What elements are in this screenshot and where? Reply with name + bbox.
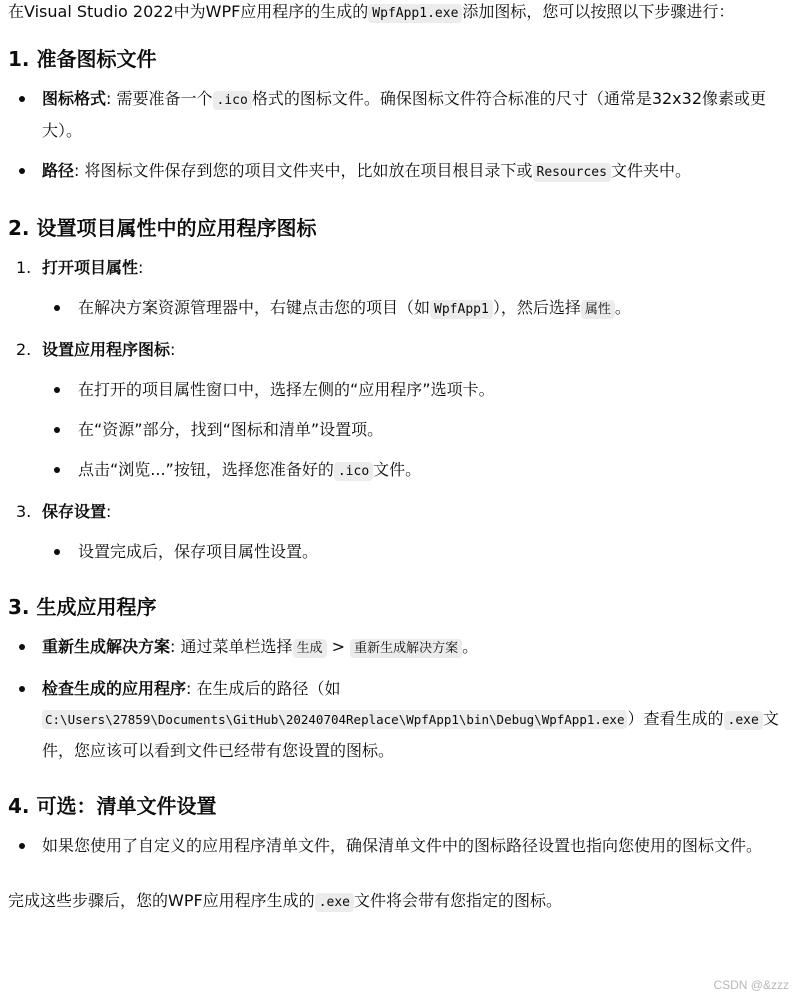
bullet-list [8,831,788,861]
inline-code: WpfApp1.exe [368,4,462,23]
bullet-list [8,632,788,766]
section-heading: 1. 准备图标文件 [8,47,157,71]
list-item [8,674,788,766]
inline-code: 生成 [293,639,327,658]
step-suffix: : [106,502,112,521]
item-text: 设置完成后，保存项目属性设置。 [78,542,319,561]
step-suffix: : [170,340,176,359]
step-label: 设置应用程序图标 [42,340,171,359]
item-text: 格式的图标文件。确保图标文件符合标准的尺寸（通常是32x32像素或更大）。 [42,89,767,140]
step-suffix: : [138,258,144,277]
list-item [8,156,788,188]
item-text: 。 [614,298,631,317]
section-heading: 4. 可选：清单文件设置 [8,794,217,818]
section-heading: 3. 生成应用程序 [8,595,157,619]
item-label: 路径 [42,161,75,180]
inline-code: WpfApp1 [430,300,493,319]
inline-code: .exe [315,893,354,912]
numbered-list [8,253,788,567]
list-item [8,831,788,861]
inline-code: .exe [724,711,763,730]
intro-text-pre: 在Visual Studio 2022中为WPF应用程序的生成的 [8,2,369,21]
item-text: 点击“浏览...”按钮，选择您准备好的 [78,460,334,479]
bullet-list [8,84,788,188]
item-text: : 需要准备一个 [106,89,213,108]
step-number: 1. [16,258,32,277]
item-text: : 将图标文件保存到您的项目文件夹中，比如放在项目根目录下或 [74,161,533,180]
list-item [8,293,788,325]
sub-list [8,293,788,325]
item-text: ）查看生成的 [627,709,724,728]
step-number: 3. [16,502,32,521]
step-label: 打开项目属性 [42,258,139,277]
inline-code: 属性 [581,300,615,319]
list-item [8,632,788,664]
item-text: 如果您使用了自定义的应用程序清单文件，确保清单文件中的图标路径设置也指向您使用的图标文件。 [42,836,763,855]
item-text: 。 [462,637,479,656]
section-heading: 2. 设置项目属性中的应用程序图标 [8,216,317,240]
inline-code: .ico [213,91,252,110]
item-text: : 在生成后的路径（如 [186,679,341,698]
item-text: ），然后选择 [492,298,581,317]
article-body [8,0,788,918]
sub-list [8,375,788,487]
item-text: 文件。 [373,460,422,479]
intro-paragraph [8,0,788,29]
closing-paragraph [8,886,788,918]
item-text: 在打开的项目属性窗口中，选择左侧的“应用程序”选项卡。 [78,380,495,399]
item-text: 在“资源”部分，找到“图标和清单”设置项。 [78,420,384,439]
inline-code: 重新生成解决方案 [350,639,462,658]
step-number: 2. [16,340,32,359]
watermark: CSDN @&zzz [713,978,789,992]
item-text: 文件夹中。 [610,161,691,180]
inline-code: .ico [334,462,373,481]
closing-text-pre: 完成这些步骤后，您的WPF应用程序生成的 [8,891,315,910]
numbered-step [8,497,788,527]
item-text: > [326,637,351,656]
inline-code-path: C:\Users\27859\Documents\GitHub\20240704Replace\WpfApp1\bin\Debug\WpfApp1.exe [42,710,627,729]
closing-text-post: 文件将会带有您指定的图标。 [354,891,563,910]
item-label: 重新生成解决方案 [42,637,171,656]
numbered-step [8,253,788,283]
item-text: 在解决方案资源管理器中，右键点击您的项目（如 [78,298,431,317]
sub-list [8,537,788,567]
list-item [8,375,788,405]
intro-text-post: 添加图标，您可以按照以下步骤进行： [462,2,735,21]
list-item [8,415,788,445]
inline-code: Resources [533,163,611,182]
item-label: 图标格式 [42,89,107,108]
numbered-step [8,335,788,365]
item-text: : 通过菜单栏选择 [170,637,293,656]
step-label: 保存设置 [42,502,107,521]
list-item [8,455,788,487]
item-label: 检查生成的应用程序 [42,679,187,698]
list-item [8,84,788,146]
list-item [8,537,788,567]
item-text: 文件，您应该可以看到文件已经带有您设置的图标。 [42,709,779,760]
